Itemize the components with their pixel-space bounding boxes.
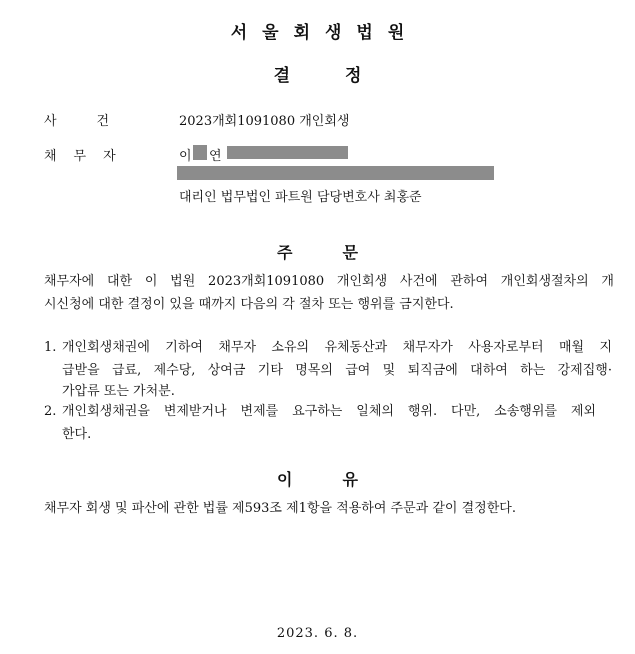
redacted-name-block bbox=[193, 145, 207, 160]
court-name: 서울회생법원 bbox=[230, 23, 420, 43]
order-item-number: 2. bbox=[44, 404, 57, 419]
order-item-1-line-2: 급받을 급료, 제수당, 상여금 기타 명목의 급여 및 퇴직금에 대하여 하는 강제집행· bbox=[62, 363, 612, 378]
debtor-name-last: 연 bbox=[209, 149, 222, 164]
debtor-label: 채무자 bbox=[44, 149, 133, 164]
debtor-name-first: 이 bbox=[179, 149, 192, 164]
case-number: 2023개회1091080 개인회생 bbox=[179, 114, 350, 129]
case-label: 사건 bbox=[44, 114, 150, 129]
redacted-address-block bbox=[177, 166, 494, 180]
order-item-2-line-2: 한다. bbox=[62, 427, 92, 442]
decision-date: 2023. 6. 8. bbox=[276, 626, 359, 641]
order-heading: 주문 bbox=[277, 243, 408, 262]
document-type: 결정 bbox=[273, 66, 417, 86]
order-item-number: 1. bbox=[44, 340, 57, 355]
order-item-1-line-3: 가압류 또는 가처분. bbox=[62, 384, 175, 399]
order-intro-line-1: 채무자에 대한 이 법원 2023개회1091080 개인회생 사건에 관하여 개인회생절차의 개 bbox=[44, 274, 614, 289]
agent-line: 대리인 법무법인 파트원 담당변호사 최홍준 bbox=[179, 190, 422, 205]
redacted-id-block bbox=[227, 146, 348, 159]
order-item-2-line-1: 개인회생채권을 변제받거나 변제를 요구하는 일체의 행위. 다만, 소송행위를 제외 bbox=[62, 404, 596, 419]
reason-heading: 이유 bbox=[277, 470, 408, 489]
reason-text: 채무자 회생 및 파산에 관한 법률 제593조 제1항을 적용하여 주문과 같이 결정한다. bbox=[44, 501, 516, 516]
order-item-1-line-1: 개인회생채권에 기하여 채무자 소유의 유체동산과 채무자가 사용자로부터 매월 지 bbox=[62, 340, 612, 355]
order-intro-line-2: 시신청에 대한 결정이 있을 때까지 다음의 각 절차 또는 행위를 금지한다. bbox=[44, 297, 454, 312]
